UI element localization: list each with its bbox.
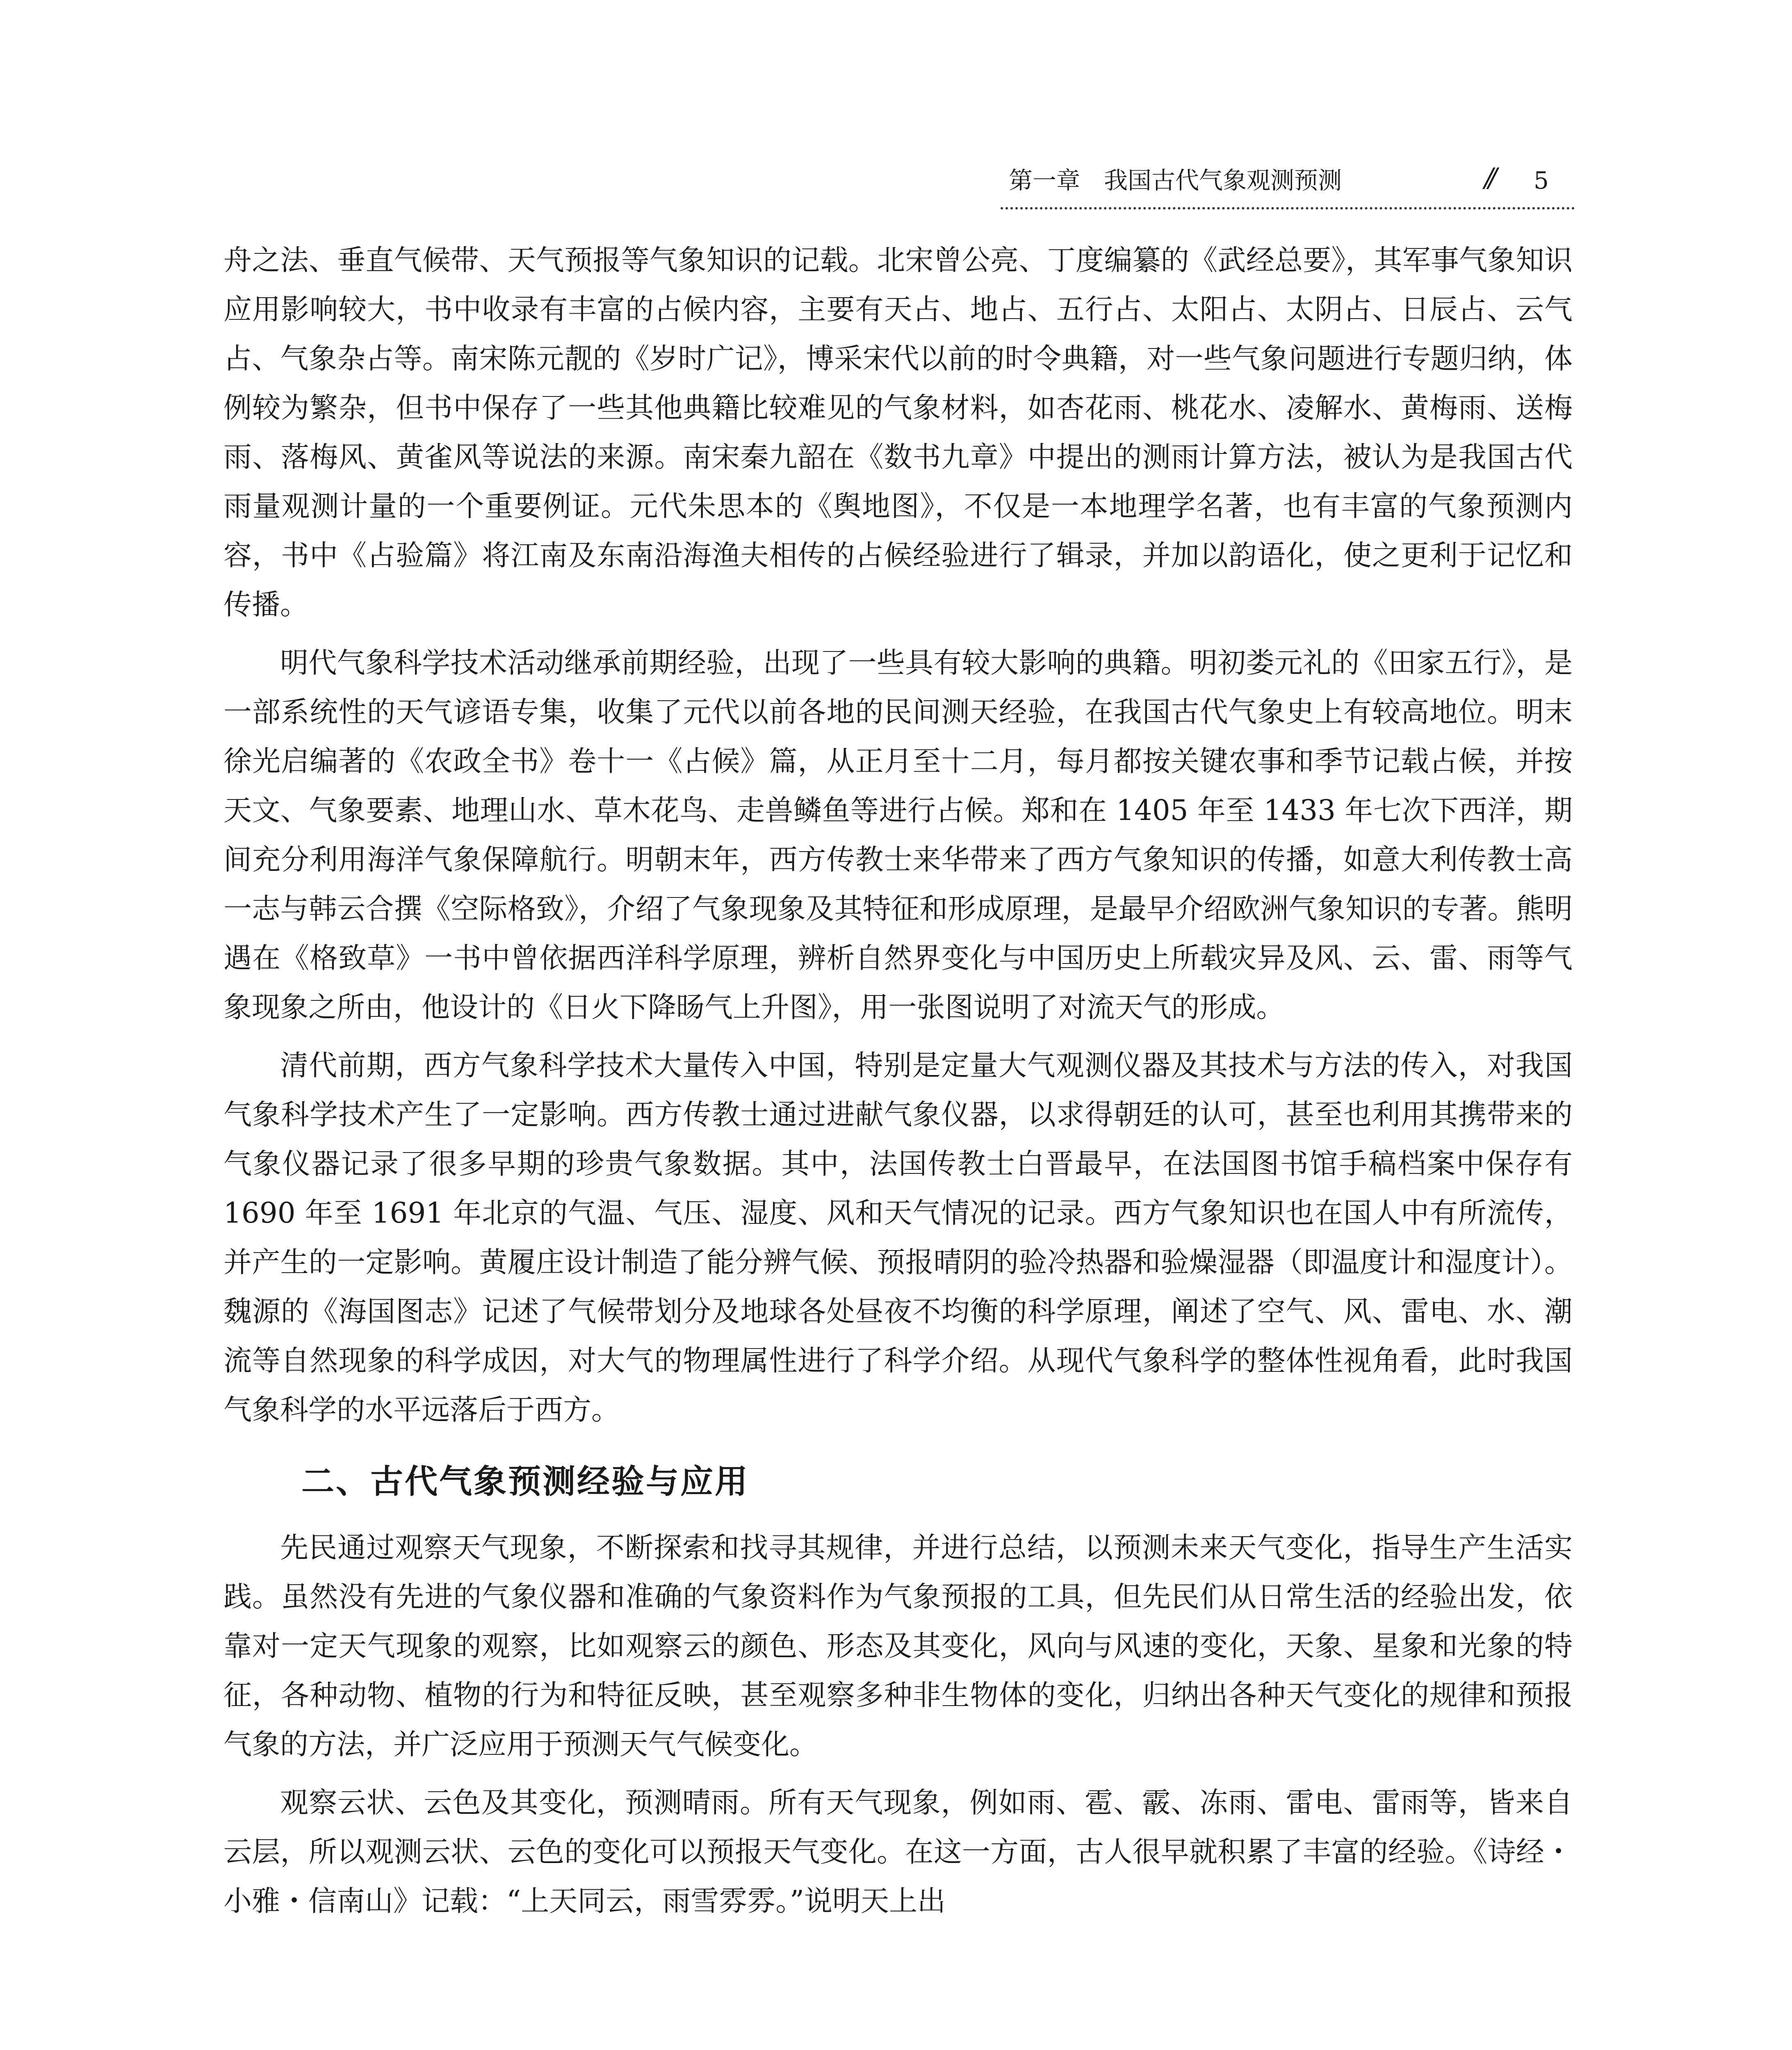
paragraph-continued: 舟之法、垂直气候带、天气预报等气象知识的记载。北宋曾公亮、丁度编纂的《武经总要》，其军事气象知识应用影响较大，书中收录有丰富的占候内容，主要有天占、地占、五行占、太阳占、太阴占、日辰占、云气占、气象杂占等。南宋陈元靓的《岁时广记》，博采宋代以前的时令典籍，对一些气象问题进行专题归纳，体例较为繁杂，但书中保存了一些其他典籍比较难见的气象材料，如杏花雨、桃花水、凌解水、黄梅雨、送梅雨、落梅风、黄雀风等说法的来源。南宋秦九韶在《数书九章》中提出的测雨计算方法，被认为是我国古代雨量观测计量的一个重要例证。元代朱思本的《舆地图》，不仅是一本地理学名著，也有丰富的气象预测内容，书中《占验篇》将江南及东南沿海渔夫相传的占候经验进行了辑录，并加以韵语化，使之更利于记忆和传播。 — [223, 244, 1573, 621]
page-body — [223, 236, 1573, 1935]
paragraph-qing-dynasty: 清代前期，西方气象科学技术大量传入中国，特别是定量大气观测仪器及其技术与方法的传入，对我国气象科学技术产生了一定影响。西方传教士通过进献气象仪器，以求得朝廷的认可，甚至也利用其携带来的气象仪器记录了很多早期的珍贵气象数据。其中，法国传教士白晋最早，在法国图书馆手稿档案中保存有 1690 年至 1691 年北京的气温、气压、湿度、风和天气情况的记录。西方气象知识也在国人中有所流传，并产生的一定影响。黄履庄设计制造了能分辨气候、预报晴阴的验冷热器和验燥湿器（即温度计和湿度计）。魏源的《海国图志》记述了气候带划分及地球各处昼夜不均衡的科学原理，阐述了空气、风、雷电、水、潮流等自然现象的科学成因，对大气的物理属性进行了科学介绍。从现代气象科学的整体性视角看，此时我国气象科学的水平远落后于西方。 — [223, 1049, 1573, 1426]
chapter-title: 第一章 我国古代气象观测预测 — [1009, 166, 1342, 194]
paragraph-ming-dynasty: 明代气象科学技术活动继承前期经验，出现了一些具有较大影响的典籍。明初娄元礼的《田家五行》，是一部系统性的天气谚语专集，收集了元代以前各地的民间测天经验，在我国古代气象史上有较高地位。明末徐光启编著的《农政全书》卷十一《占候》篇，从正月至十二月，每月都按关键农事和季节记载占候，并按天文、气象要素、地理山水、草木花鸟、走兽鳞鱼等进行占候。郑和在 1405 年至 1433 年七次下西洋，期间充分利用海洋气象保障航行。明朝末年，西方传教士来华带来了西方气象知识的传播，如意大利传教士高一志与韩云合撰《空际格致》，介绍了气象现象及其特征和形成原理，是最早介绍欧洲气象知识的专著。熊明遇在《格致草》一书中曾依据西洋科学原理，辨析自然界变化与中国历史上所载灾异及风、云、雷、雨等气象现象之所由，他设计的《日火下降旸气上升图》，用一张图说明了对流天气的形成。 — [223, 647, 1573, 1024]
page-number: 5 — [1534, 166, 1549, 194]
paragraph-observation-intro: 先民通过观察天气现象，不断探索和找寻其规律，并进行总结，以预测未来天气变化，指导生产生活实践。虽然没有先进的气象仪器和准确的气象资料作为气象预报的工具，但先民们从日常生活的经验出发，依靠对一定天气现象的观察，比如观察云的颜色、形态及其变化，风向与风速的变化，天象、星象和光象的特征，各种动物、植物的行为和特征反映，甚至观察多种非生物体的变化，归纳出各种天气变化的规律和预报气象的方法，并广泛应用于预测天气气候变化。 — [223, 1531, 1573, 1761]
section-heading: 二、古代气象预测经验与应用 — [301, 1462, 749, 1501]
paragraph-cloud-observation: 观察云状、云色及其变化，预测晴雨。所有天气现象，例如雨、雹、霰、冻雨、雷电、雷雨等，皆来自云层，所以观测云状、云色的变化可以预报天气变化。在这一方面，古人很早就积累了丰富的经验。《诗经・小雅・信南山》记载：“上天同云，雨雪雰雰。”说明天上出 — [223, 1786, 1573, 1918]
header-separator: // — [1484, 163, 1493, 193]
running-header — [1001, 162, 1575, 210]
